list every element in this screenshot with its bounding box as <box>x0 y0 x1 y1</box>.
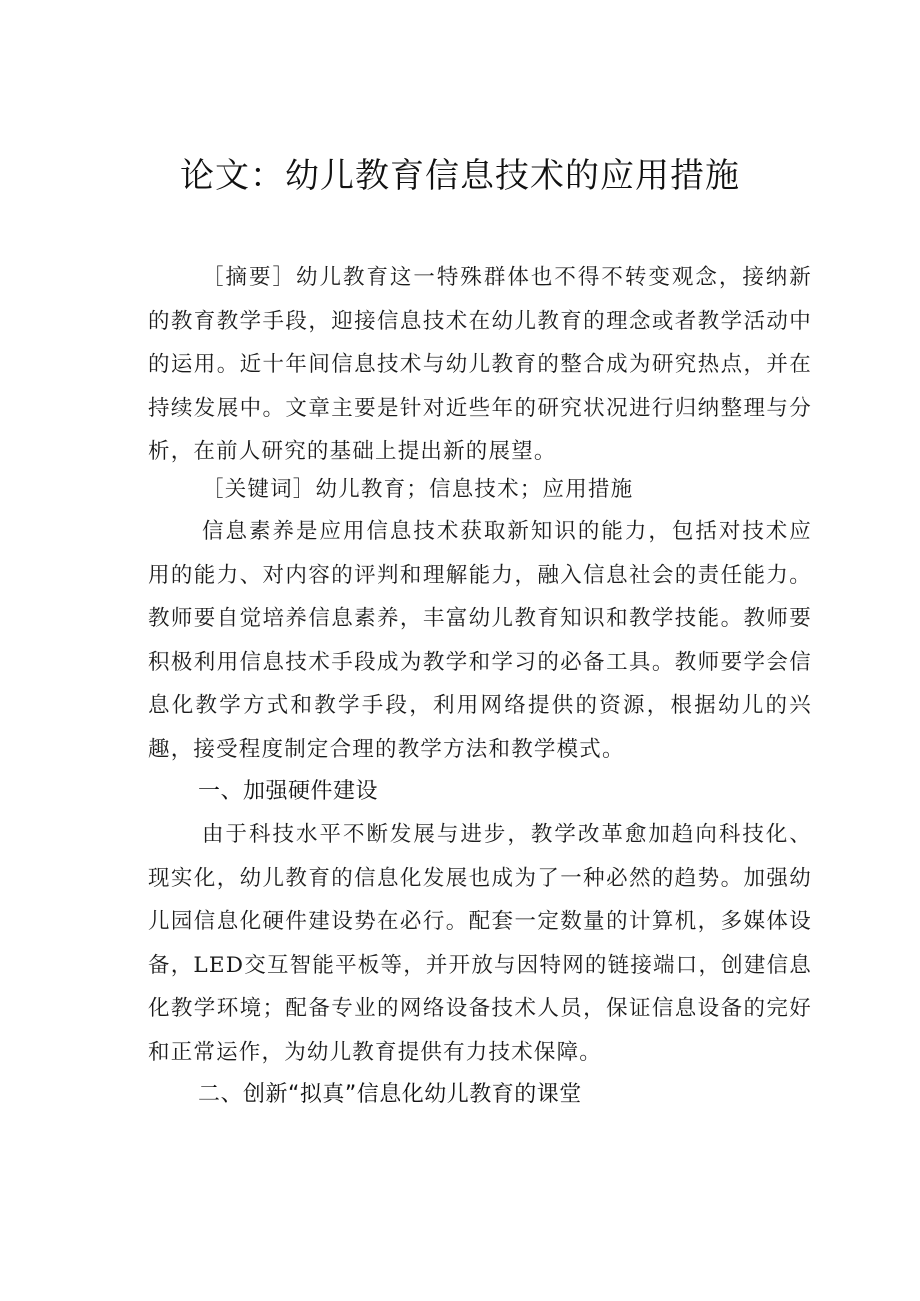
intro-paragraph: 信息素养是应用信息技术获取新知识的能力，包括对技术应用的能力、对内容的评判和理解能力，融入信息社会的责任能力。教师要自觉培养信息素养，丰富幼儿教育知识和教学技能。教师要积极利用信息技术手段成为教学和学习的必备工具。教师要学会信息化教学方式和教学手段，利用网络提供的资源，根据幼儿的兴趣，接受程度制定合理的教学方法和教学模式。 <box>148 519 812 762</box>
section-1-heading: 一、加强硬件建设 <box>198 779 379 804</box>
section-1-paragraph: 由于科技水平不断发展与进步，教学改革愈加趋向科技化、现实化，幼儿教育的信息化发展也成为了一种必然的趋势。加强幼儿园信息化硬件建设势在必行。配套一定数量的计算机，多媒体设备，LED交互智能平板等，并开放与因特网的链接端口，创建信息化教学环境；配备专业的网络设备技术人员，保证信息设备的完好和正常运作，为幼儿教育提供有力技术保障。 <box>148 822 812 1065</box>
abstract-paragraph: ［摘要］幼儿教育这一特殊群体也不得不转变观念，接纳新的教育教学手段，迎接信息技术在幼儿教育的理念或者教学活动中的运用。近十年间信息技术与幼儿教育的整合成为研究热点，并在持续发展中。文章主要是针对近些年的研究状况进行归纳整理与分析，在前人研究的基础上提出新的展望。 <box>148 265 812 464</box>
section-2-heading: 二、创新“拟真”信息化幼儿教育的课堂 <box>198 1082 582 1107</box>
document-title: 论文：幼儿教育信息技术的应用措施 <box>180 156 740 196</box>
keywords-line: ［关键词］幼儿教育；信息技术；应用措施 <box>202 477 634 502</box>
